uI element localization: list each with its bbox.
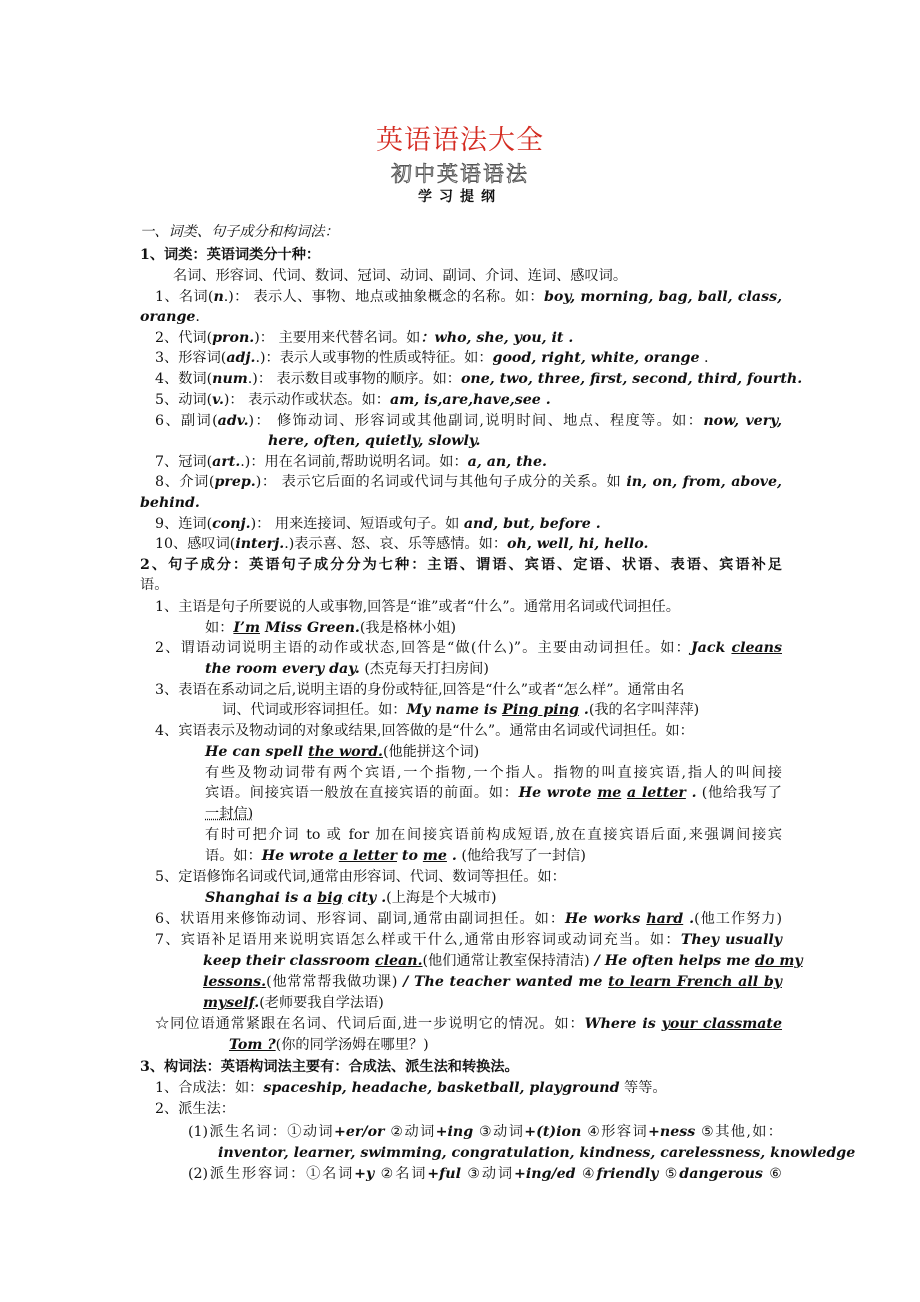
list-item: 2、派生法：	[155, 1101, 235, 1117]
list-item: 6、副词(adv.)： 修饰动词、形容词或其他副词,说明时间、地点、程度等。如：now, very,	[155, 413, 783, 429]
list-item: 10、感叹词(interj..)表示喜、怒、哀、乐等感情。如：oh, well, hi, hello.	[155, 536, 649, 552]
paragraph-line: 宾语。间接宾语一般放在直接宾语的前面。如：He wrote me a letter . (他给我写了	[205, 785, 782, 801]
list-item: 1、名词(n.)： 表示人、事物、地点或抽象概念的名称。如：boy, morning, bag, ball, class,	[155, 289, 783, 305]
list-item-cont: inventor, learner, swimming, congratulation, kindness, carelessness, knowledge	[218, 1145, 856, 1161]
list-item: ☆同位语通常紧跟在名词、代词后面,进一步说明它的情况。如：Where is your classmate	[155, 1016, 783, 1032]
word-formation-label: 3、构词法：英语构词法主要有：合成法、派生法和转换法。	[140, 1059, 519, 1075]
list-item-cont: myself.(老师要我自学法语)	[203, 995, 384, 1011]
paragraph-line: 语。如：He wrote a letter to me . (他给我写了一封信)	[205, 848, 586, 864]
list-item-cont: the room every day. (杰克每天打扫房间)	[205, 661, 489, 677]
list-item-cont: here, often, quietly, slowly.	[268, 433, 481, 449]
list-item-cont: Tom ?(你的同学汤姆在哪里？)	[229, 1037, 429, 1053]
list-item-cont: keep their classroom clean.(他们通常让教室保持清洁) / He often helps me do my	[203, 953, 803, 969]
document-title: 英语语法大全	[376, 125, 544, 156]
outline-heading: 学习提纲	[418, 189, 502, 205]
paragraph-line: 有时可把介词 to 或 for 加在间接宾语前构成短语,放在直接宾语后面,来强调间接宾	[205, 827, 782, 843]
list-item-cont: He can spell the word.(他能拼这个词)	[205, 744, 480, 760]
list-item: 9、连词(conj.)： 用来连接词、短语或句子。如 and, but, before .	[155, 516, 601, 532]
list-item: 7、冠词(art..)：用在名词前,帮助说明名词。如：a, an, the.	[155, 454, 547, 470]
list-item: 5、定语修饰名词或代词,通常由形容词、代词、数词等担任。如：	[155, 869, 566, 885]
list-item: 1、合成法：如：spaceship, headache, basketball, playground 等等。	[155, 1080, 667, 1096]
list-item-cont: 如：I’m Miss Green.(我是格林小姐)	[205, 620, 457, 636]
list-item-cont: Shanghai is a big city .(上海是个大城市)	[205, 890, 497, 906]
list-item: 3、形容词(adj..)：表示人或事物的性质或特征。如：good, right, white, orange .	[155, 350, 709, 366]
word-class-list: 名词、形容词、代词、数词、冠词、动词、副词、介词、连词、感叹词。	[173, 268, 628, 284]
list-item: 4、数词(num.)： 表示数目或事物的顺序。如：one, two, three, first, second, third, fourth.	[155, 371, 803, 387]
list-item: 6、状语用来修饰动词、形容词、副词,通常由副词担任。如：He works hard .(他工作努力)	[155, 911, 783, 927]
list-item-cont: 词、代词或形容词担任。如：My name is Ping ping .(我的名字叫萍萍)	[222, 702, 700, 718]
list-item: 2、代词(pron.)： 主要用来代替名词。如：who, she, you, it .	[155, 330, 574, 346]
list-item-cont: lessons.(他常常帮我做功课) / The teacher wanted me to learn French all by	[203, 974, 782, 990]
list-item: 3、表语在系动词之后,说明主语的身份或特征,回答是“什么”或者“怎么样”。通常由名	[155, 682, 685, 698]
list-item: 7、宾语补足语用来说明宾语怎么样或干什么,通常由形容词或动词充当。如：They usually	[155, 932, 782, 948]
paragraph-line: 有些及物动词带有两个宾语,一个指物,一个指人。指物的叫直接宾语,指人的叫间接	[205, 765, 782, 781]
sentence-component-label-cont: 语。	[140, 577, 169, 593]
list-item: (2)派生形容词：①名词+y ②名词+ful ③动词+ing/ed ④friendly ⑤dangerous ⑥	[188, 1166, 782, 1182]
word-class-label: 1、词类：英语词类分十种：	[140, 247, 321, 263]
list-item-cont: behind.	[140, 495, 200, 511]
list-item: 1、主语是句子所要说的人或事物,回答是“谁”或者“什么”。通常用名词或代词担任。	[155, 599, 680, 615]
sentence-component-label: 2、句子成分：英语句子成分分为七种：主语、谓语、宾语、定语、状语、表语、宾语补足	[140, 557, 782, 573]
list-item: 4、宾语表示及物动词的对象或结果,回答做的是“什么”。通常由名词或代词担任。如：	[155, 723, 694, 739]
section-heading: 一、词类、句子成分和构词法：	[140, 224, 339, 240]
list-item: 8、介词(prep.)： 表示它后面的名词或代词与其他句子成分的关系。如 in, on, from, above,	[155, 474, 782, 490]
list-item: (1)派生名词：①动词+er/or ②动词+ing ③动词+(t)ion ④形容词+ness ⑤其他,如：	[188, 1124, 782, 1140]
document-subtitle: 初中英语语法	[391, 162, 529, 186]
list-item-cont: orange.	[140, 309, 200, 325]
paragraph-line: 一封信)	[205, 806, 254, 822]
list-item: 5、动词(v.)： 表示动作或状态。如：am, is,are,have,see .	[155, 392, 551, 408]
list-item: 2、谓语动词说明主语的动作或状态,回答是“做(什么)”。主要由动词担任。如：Jack cleans	[155, 640, 782, 656]
